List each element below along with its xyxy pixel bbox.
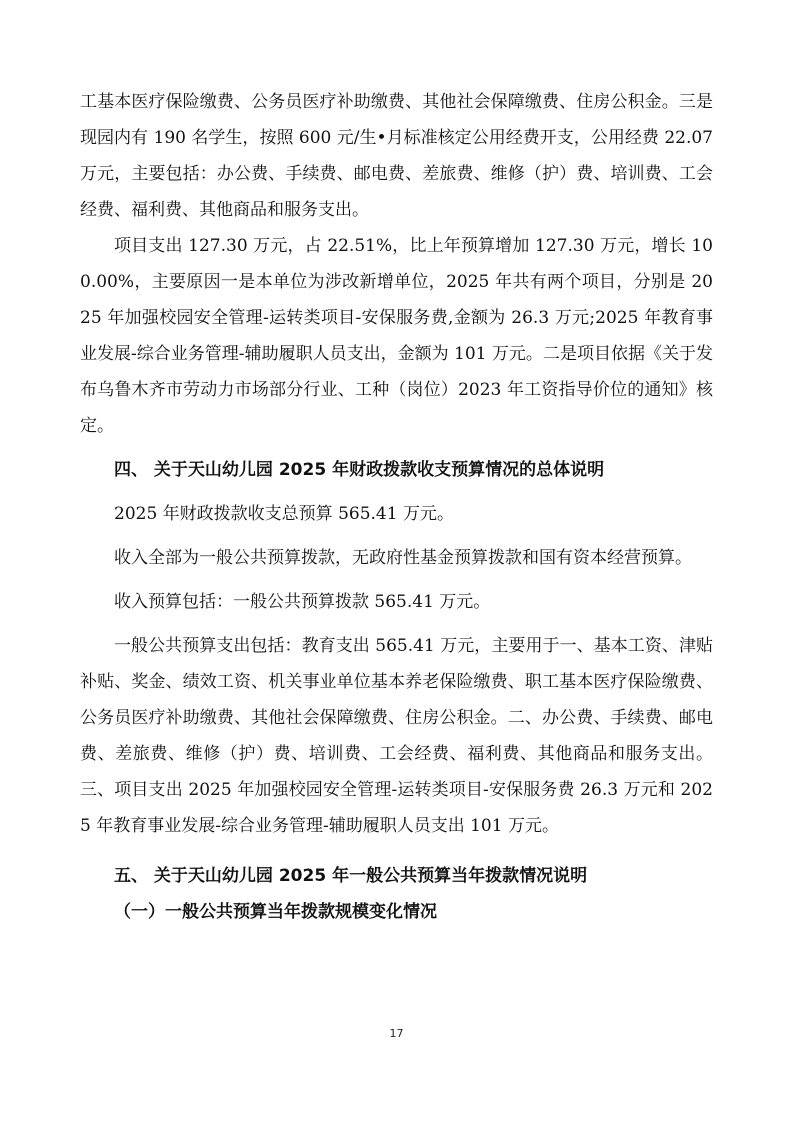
section-heading-4: 四、 关于天山幼儿园 2025 年财政拨款收支预算情况的总体说明 xyxy=(114,460,605,480)
section-heading-5: 五、 关于天山幼儿园 2025 年一般公共预算当年拨款情况说明 xyxy=(114,866,588,886)
paragraph-general-expenditure: 一般公共预算支出包括：教育支出 565.41 万元，主要用于一、基本工资、津贴补贴、奖金、绩效工资、机关事业单位基本养老保险缴费、职工基本医疗保险缴费、公务员医疗补助缴费、其他社会保障缴费、住房公积金。二、办公费、手续费、邮电费、差旅费、维修（护）费、培训费、工会经费、福利费、其他商品和服务支出。三、项目支出 2025 年加强校园安全管理-运转类项目-安保服务费 26.3 万元和 2025 年教育事业发展-综合业务管理-辅助履职人员支出 101 万元。 xyxy=(80,636,713,836)
page-number: 17 xyxy=(389,1027,404,1040)
paragraph-project-expenditure: 项目支出 127.30 万元，占 22.51%，比上年预算增加 127.30 万元，增长 100.00%，主要原因一是本单位为涉改新增单位，2025 年共有两个项目，分别是 2025 年加强校园安全管理-运转类项目-安保服务费,金额为 26.3 万元;2025 年教育事业发展-综合业务管理-辅助履职人员支出，金额为 101 万元。二是项目依据《关于发布乌鲁木齐市劳动力市场部分行业、工种（岗位）2023 年工资指导价位的通知》核定。 xyxy=(80,236,713,436)
paragraph-total-budget: 2025 年财政拨款收支总预算 565.41 万元。 xyxy=(114,504,454,524)
document-body xyxy=(80,84,713,930)
paragraph-income-source: 收入全部为一般公共预算拨款，无政府性基金预算拨款和国有资本经营预算。 xyxy=(114,548,692,568)
paragraph-staff-and-public-funds: 工基本医疗保险缴费、公务员医疗补助缴费、其他社会保障缴费、住房公积金。三是现园内有 190 名学生，按照 600 元/生•月标准核定公用经费开支，公用经费 22.07 万元，主要包括：办公费、手续费、邮电费、差旅费、维修（护）费、培训费、工会经费、福利费、其他商品和服务支出。 xyxy=(80,92,713,220)
paragraph-income-budget: 收入预算包括：一般公共预算拨款 565.41 万元。 xyxy=(114,592,491,612)
subsection-heading-5-1: （一）一般公共预算当年拨款规模变化情况 xyxy=(114,902,437,922)
